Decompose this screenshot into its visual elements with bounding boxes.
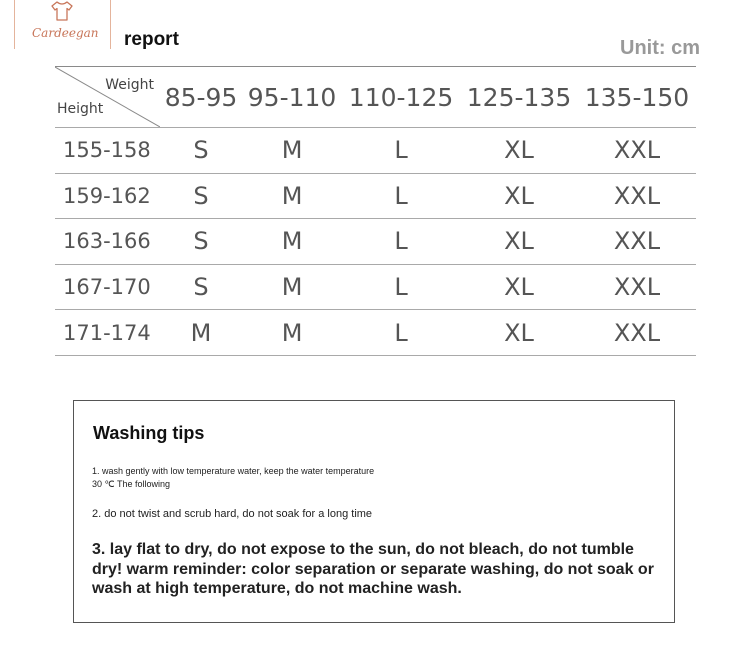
washing-tip-3: 3. lay flat to dry, do not expose to the sun, do not bleach, do not tumble dry! warm reminder: color separation or separate washing, do not soak or wash at high temperature, do not machine wash.: [92, 541, 654, 597]
size-cell: S: [160, 219, 242, 265]
size-cell: M: [242, 173, 342, 219]
table-row: [55, 173, 696, 219]
size-cell: S: [160, 173, 242, 219]
corner-header-cell: [55, 67, 160, 128]
unit-label: Unit: cm: [620, 37, 700, 59]
tshirt-icon: [50, 0, 74, 22]
size-cell: M: [242, 264, 342, 310]
size-cell: XXL: [578, 128, 696, 174]
washing-tips-box: [73, 400, 675, 623]
size-cell: S: [160, 264, 242, 310]
weight-range-header: 135-150: [578, 67, 696, 128]
table-row: [55, 310, 696, 356]
size-cell: XL: [460, 264, 578, 310]
washing-tip-1-line-1: 1. wash gently with low temperature water, keep the water temperature: [92, 466, 375, 476]
size-cell: M: [160, 310, 242, 356]
size-cell: S: [160, 128, 242, 174]
size-cell: L: [342, 128, 460, 174]
weight-range-header: 85-95: [160, 67, 242, 128]
brand-logo: [30, 0, 99, 46]
height-range-cell: 171-174: [55, 310, 160, 356]
size-cell: XXL: [578, 310, 696, 356]
table-row: [55, 264, 696, 310]
washing-tip-1-line-2: 30 ℃ The following: [92, 479, 170, 489]
size-cell: XXL: [578, 219, 696, 265]
size-cell: M: [242, 128, 342, 174]
size-cell: M: [242, 219, 342, 265]
size-cell: L: [342, 310, 460, 356]
weight-axis-label: Weight: [105, 77, 154, 93]
size-cell: L: [342, 264, 460, 310]
weight-range-header: 125-135: [460, 67, 578, 128]
page-title: report: [124, 29, 179, 50]
height-axis-label: Height: [57, 101, 104, 117]
height-range-cell: 159-162: [55, 173, 160, 219]
logo-left-divider: [14, 0, 15, 49]
size-cell: XXL: [578, 264, 696, 310]
size-cell: L: [342, 173, 460, 219]
height-range-cell: 163-166: [55, 219, 160, 265]
table-header-row: [55, 67, 696, 128]
size-cell: XXL: [578, 173, 696, 219]
height-range-cell: 167-170: [55, 264, 160, 310]
diagonal-divider: [55, 67, 160, 127]
washing-tip-1: [92, 465, 652, 491]
table-row: [55, 128, 696, 174]
size-cell: L: [342, 219, 460, 265]
logo-text: Cardeegan: [32, 26, 99, 40]
size-chart-table: [55, 66, 696, 356]
size-cell: XL: [460, 128, 578, 174]
height-range-cell: 155-158: [55, 128, 160, 174]
size-cell: XL: [460, 173, 578, 219]
washing-tip-2: 2. do not twist and scrub hard, do not soak for a long time: [92, 508, 373, 520]
size-cell: M: [242, 310, 342, 356]
weight-range-header: 110-125: [342, 67, 460, 128]
weight-range-header: 95-110: [242, 67, 342, 128]
logo-right-divider: [110, 0, 111, 49]
table-row: [55, 219, 696, 265]
washing-tips-title: Washing tips: [93, 423, 205, 443]
size-cell: XL: [460, 310, 578, 356]
size-cell: XL: [460, 219, 578, 265]
